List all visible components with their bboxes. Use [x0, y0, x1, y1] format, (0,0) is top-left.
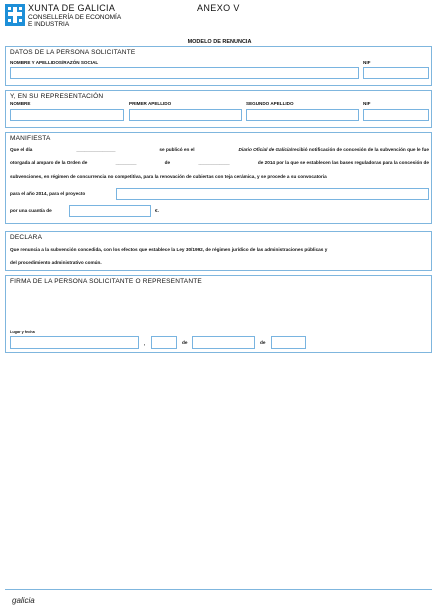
currency-label: €.	[155, 208, 159, 213]
text: se publicó en el	[159, 147, 195, 152]
declara-line-1: Que renuncia a la subvención concedida, con los efectos que establece la Ley 30/1992, de régimen jurídico de las administraciones públicas y	[10, 247, 328, 252]
amount-field[interactable]	[69, 205, 151, 217]
section-title: FIRMA DE LA PERSONA SOLICITANTE O REPRESENTANTE	[10, 278, 202, 285]
department-line-1: CONSELLERÍA DE ECONOMÍA	[28, 14, 122, 21]
section-title: MANIFIESTA	[10, 135, 51, 142]
name-label: NOMBRE Y APELLIDOS/RAZÓN SOCIAL	[10, 60, 99, 65]
annex-title: ANEXO V	[197, 3, 240, 13]
org-name: XUNTA DE GALICIA	[28, 3, 116, 13]
rep-nif-field[interactable]	[363, 109, 429, 121]
footer-divider	[5, 589, 432, 590]
galicia-logo: galicia	[12, 596, 35, 605]
order-day-blank[interactable]: ________	[115, 160, 137, 165]
project-field[interactable]	[116, 188, 429, 200]
rep-name-label: NOMBRE	[10, 101, 31, 106]
text: Que el día	[10, 147, 33, 152]
section-title: Y, EN SU REPRESENTACIÓN	[10, 93, 104, 100]
de-label-1: de	[182, 340, 188, 345]
text: de	[164, 160, 171, 165]
text: /recibió notificación de concesión de la subvención que le fue	[290, 147, 429, 152]
rep-nif-label: NIF	[363, 101, 371, 106]
manifiesta-line-1	[10, 147, 429, 153]
manifiesta-line-2	[10, 160, 429, 166]
date-blank[interactable]: _______________	[76, 147, 116, 152]
rep-second-surname-label: SEGUNDO APELLIDO	[246, 101, 294, 106]
order-month-blank[interactable]: ____________	[198, 160, 230, 165]
department-line-2: E INDUSTRIA	[28, 21, 70, 28]
dog-name: Diario Oficial de Galicia	[238, 147, 291, 152]
representative-section	[5, 90, 432, 128]
manifiesta-line-4: para el año 2014, para el proyecto	[10, 191, 86, 196]
rep-name-field[interactable]	[10, 109, 124, 121]
form-title: MODELO DE RENUNCIA	[187, 39, 252, 45]
rep-second-surname-field[interactable]	[246, 109, 359, 121]
place-date-label: Lugar y fecha	[10, 330, 35, 334]
comma-separator: ,	[144, 341, 146, 346]
nif-label: NIF	[363, 60, 371, 65]
signature-section	[5, 275, 432, 353]
department-name	[28, 14, 121, 28]
day-field[interactable]	[151, 336, 177, 349]
manifiesta-section	[5, 132, 432, 224]
applicant-section	[5, 46, 432, 86]
manifiesta-line-5: por una cuantía de	[10, 208, 52, 213]
applicant-nif-field[interactable]	[363, 67, 429, 79]
section-title: DATOS DE LA PERSONA SOLICITANTE	[10, 49, 136, 56]
text: de 2014 por la que se establecen las bases reguladoras para la concesión de	[257, 160, 429, 165]
rep-first-surname-label: PRIMER APELLIDO	[129, 101, 172, 106]
rep-first-surname-field[interactable]	[129, 109, 242, 121]
year-field[interactable]	[271, 336, 306, 349]
manifiesta-line-3: subvenciones, en régimen de concurrencia no competitiva, para la renovación de cubiertas con teja cerámica, y se procede a su convocatoria	[10, 174, 327, 179]
month-field[interactable]	[192, 336, 255, 349]
de-label-2: de	[260, 340, 266, 345]
section-title: DECLARA	[10, 234, 43, 241]
declara-line-2: del procedimiento administrativo común.	[10, 260, 102, 265]
declara-section	[5, 231, 432, 271]
xunta-logo-icon	[5, 4, 25, 26]
place-field[interactable]	[10, 336, 139, 349]
text: otorgada al amparo de la Orden de	[10, 160, 88, 165]
applicant-name-field[interactable]	[10, 67, 359, 79]
